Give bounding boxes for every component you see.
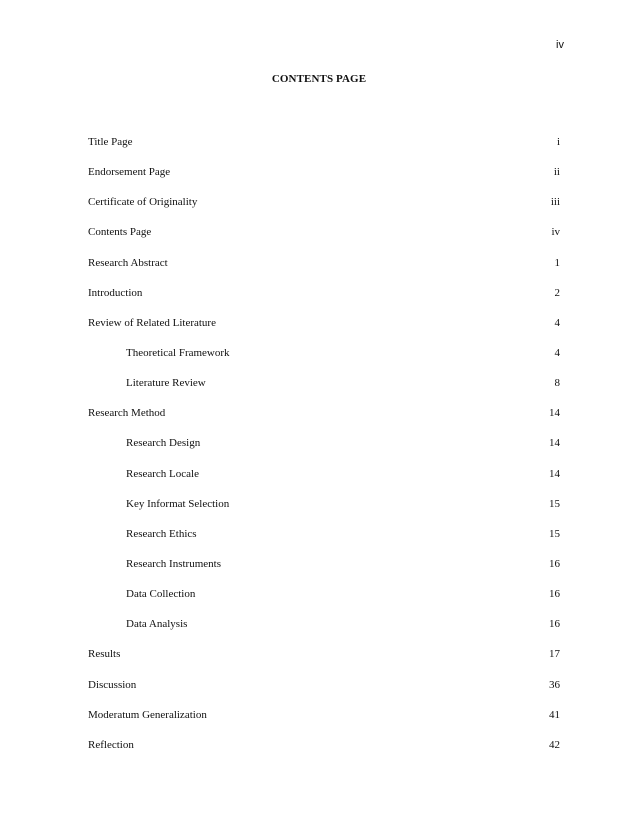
toc-entry-key-informat-selection	[88, 498, 560, 528]
toc-entry-introduction	[88, 287, 560, 317]
toc-entry-data-analysis	[88, 618, 560, 648]
toc-entry-page: 17	[549, 648, 560, 661]
toc-entry-page: 14	[549, 467, 560, 480]
toc-entry-label: Introduction	[88, 286, 143, 299]
toc-entry-page: 36	[549, 678, 560, 691]
toc-entry-review-of-related-literature	[88, 317, 560, 347]
toc-entry-page: iv	[551, 226, 560, 239]
toc-entry-research-instruments	[88, 558, 560, 588]
toc-entry-research-method	[88, 407, 560, 437]
toc-entry-label: Research Abstract	[88, 256, 168, 269]
toc-entry-label: Data Analysis	[126, 618, 188, 631]
toc-entry-research-locale	[88, 468, 560, 498]
toc-entry-certificate-of-originality	[88, 196, 560, 226]
toc-entry-page: 1	[554, 256, 560, 269]
toc-entry-label: Research Locale	[126, 467, 199, 480]
toc-entry-label: Research Ethics	[126, 527, 197, 540]
toc-entry-page: 14	[549, 437, 560, 450]
toc-entry-page: ii	[553, 166, 560, 179]
toc-entry-title-page	[88, 136, 560, 166]
toc-entry-page: 2	[554, 286, 560, 299]
toc-entry-label: Contents Page	[88, 226, 152, 239]
toc-entry-literature-review	[88, 377, 560, 407]
toc-entry-label: Review of Related Literature	[88, 316, 216, 329]
toc-entry-research-design	[88, 437, 560, 467]
toc-entry-label: Certificate of Originality	[88, 196, 198, 209]
toc-entry-page: 15	[549, 527, 560, 540]
toc-entry-label: Research Method	[88, 407, 166, 420]
toc-entry-page: i	[556, 136, 560, 148]
toc-entry-data-collection	[88, 588, 560, 618]
toc-entry-endorsement-page	[88, 166, 560, 196]
toc-entry-research-ethics	[88, 528, 560, 558]
toc-entry-label: Results	[88, 648, 121, 661]
page-number: iv	[556, 39, 564, 51]
toc-entry-research-abstract	[88, 257, 560, 287]
toc-entry-page: 8	[554, 377, 560, 390]
toc-entry-page: 4	[554, 316, 560, 329]
toc-entry-label: Discussion	[88, 678, 137, 691]
toc-entry-label: Theoretical Framework	[126, 346, 230, 359]
toc-entry-page: 14	[549, 407, 560, 420]
toc-entry-label: Data Collection	[126, 588, 196, 601]
toc-entry-results	[88, 648, 560, 678]
toc-entry-page: 42	[549, 738, 560, 751]
toc-entry-label: Reflection	[88, 738, 134, 751]
toc-entry-page: iii	[550, 196, 560, 209]
toc-entry-label: Endorsement Page	[88, 166, 171, 179]
toc-entry-discussion	[88, 679, 560, 709]
table-of-contents	[88, 136, 560, 769]
toc-entry-label: Literature Review	[126, 377, 206, 390]
toc-entry-theoretical-framework	[88, 347, 560, 377]
toc-entry-label: Title Page	[88, 136, 133, 148]
toc-entry-moderatum-generalization	[88, 709, 560, 739]
toc-entry-reflection	[88, 739, 560, 769]
toc-entry-label: Moderatum Generalization	[88, 708, 207, 721]
toc-entry-label: Research Design	[126, 437, 201, 450]
toc-entry-page: 16	[549, 618, 560, 631]
toc-entry-label: Key Informat Selection	[126, 497, 230, 510]
toc-entry-contents-page	[88, 226, 560, 256]
toc-entry-page: 4	[554, 346, 560, 359]
toc-entry-page: 15	[549, 497, 560, 510]
toc-entry-page: 16	[549, 557, 560, 570]
toc-entry-label: Research Instruments	[126, 557, 221, 570]
toc-entry-page: 41	[549, 708, 560, 721]
page-title: CONTENTS PAGE	[271, 73, 367, 85]
toc-entry-page: 16	[549, 588, 560, 601]
